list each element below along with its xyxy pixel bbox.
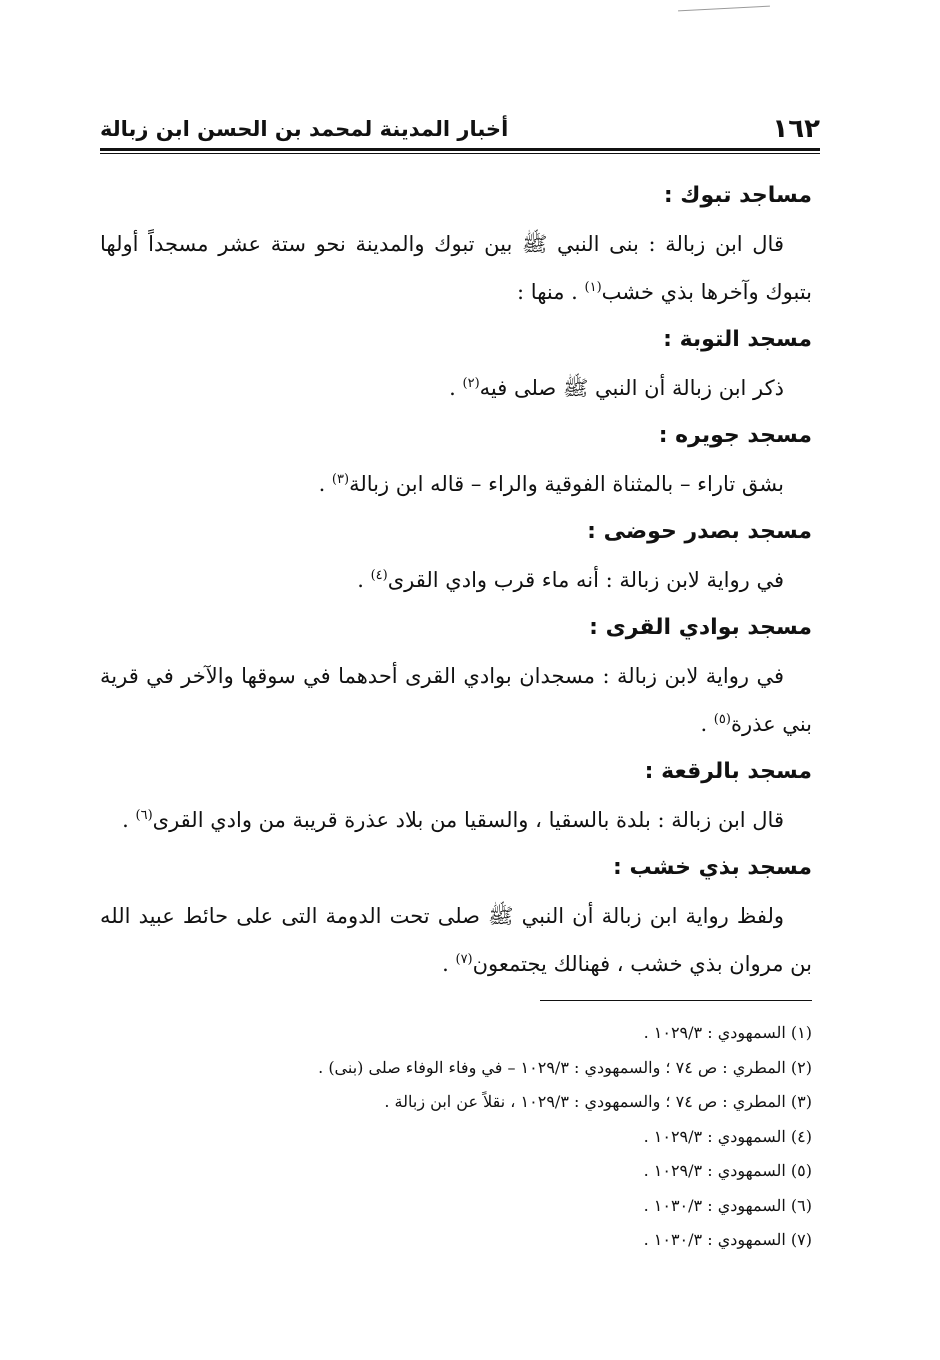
paragraph-text: قال ابن زبالة : بنى النبي ﷺ بين تبوك والمدينة نحو ستة عشر مسجداً أولها بتبوك وآخرها بذي خشب	[100, 232, 812, 304]
paragraph	[100, 892, 812, 988]
main-text	[100, 172, 812, 988]
paragraph-text: .	[449, 376, 463, 400]
paragraph-text: .	[318, 472, 332, 496]
footnote: (٣) المطري : ص ٧٤ ؛ والسمهودي : ١٠٢٩/٣ ، نقلاً عن ابن زبالة .	[384, 1092, 812, 1111]
paragraph	[100, 796, 812, 844]
section-heading: مسجد التوبة :	[663, 327, 812, 352]
scan-artifact-line	[678, 6, 770, 12]
paragraph-text: بشق تاراء – بالمثناة الفوقية والراء – قاله ابن زبالة	[349, 472, 784, 496]
footnote-marker: (٣)	[331, 472, 350, 487]
footnote: (١) السمهودي : ١٠٢٩/٣ .	[643, 1023, 812, 1042]
paragraph-text: .	[357, 568, 371, 592]
paragraph-text: .	[442, 952, 456, 976]
section-heading: مسجد بصدر حوضى :	[587, 519, 812, 544]
footnotes	[240, 1016, 812, 1258]
running-header	[100, 112, 820, 146]
paragraph	[100, 652, 812, 748]
paragraph	[100, 364, 812, 412]
paragraph	[100, 460, 812, 508]
footnote: (٦) السمهودي : ١٠٣٠/٣ .	[643, 1195, 812, 1215]
footnote-marker: (٥)	[713, 712, 731, 727]
section-heading: مساجد تبوك :	[663, 183, 812, 208]
paragraph	[100, 556, 812, 604]
paragraph-text: في رواية لابن زبالة : أنه ماء قرب وادي القرى	[387, 568, 784, 592]
page-number: ١٦٢	[772, 114, 820, 144]
section-heading: مسجد بذي خشب :	[612, 855, 812, 880]
paragraph-text: ذكر ابن زبالة أن النبي ﷺ صلى فيه	[479, 376, 784, 400]
paragraph-text: ولفظ رواية ابن زبالة أن النبي ﷺ صلى تحت الدومة التى على حائط عبيد الله بن مروان بذي خشب ، فهنالك يجتمعون	[100, 904, 812, 976]
paragraph-text: في رواية لابن زبالة : مسجدان بوادي القرى أحدهما في سوقها والآخر في قرية بني عذرة	[100, 664, 812, 736]
paragraph-text: قال ابن زبالة : بلدة بالسقيا ، والسقيا من بلاد عذرة قريبة من وادي القرى	[152, 808, 784, 832]
header-rule-thick	[100, 148, 820, 151]
header-rule-thin	[100, 153, 820, 154]
paragraph-text: .	[122, 808, 136, 832]
footnote: (٢) المطري : ص ٧٤ ؛ والسمهودي : ١٠٢٩/٣ – في وفاء الوفاء صلى (بنى) .	[318, 1057, 812, 1077]
footnote-separator	[540, 1000, 812, 1001]
footnote-marker: (١)	[584, 280, 602, 295]
footnote-marker: (٦)	[135, 808, 153, 823]
footnote: (٧) السمهودي : ١٠٣٠/٣ .	[643, 1230, 812, 1249]
footnote: (٥) السمهودي : ١٠٢٩/٣ .	[643, 1161, 812, 1180]
paragraph-text: .	[700, 712, 714, 736]
footnote: (٤) السمهودي : ١٠٢٩/٣ .	[643, 1126, 812, 1146]
paragraph-text: . منها :	[517, 280, 585, 304]
footnote-marker: (٧)	[455, 952, 473, 967]
footnote-marker: (٢)	[462, 376, 480, 391]
paragraph	[100, 220, 812, 316]
section-heading: مسجد بالرقعة :	[644, 759, 812, 784]
section-heading: مسجد جويره :	[658, 423, 812, 448]
section-heading: مسجد بوادي القرى :	[589, 615, 812, 640]
footnote-marker: (٤)	[370, 568, 388, 583]
book-title: أخبار المدينة لمحمد بن الحسن ابن زبالة	[100, 117, 509, 141]
